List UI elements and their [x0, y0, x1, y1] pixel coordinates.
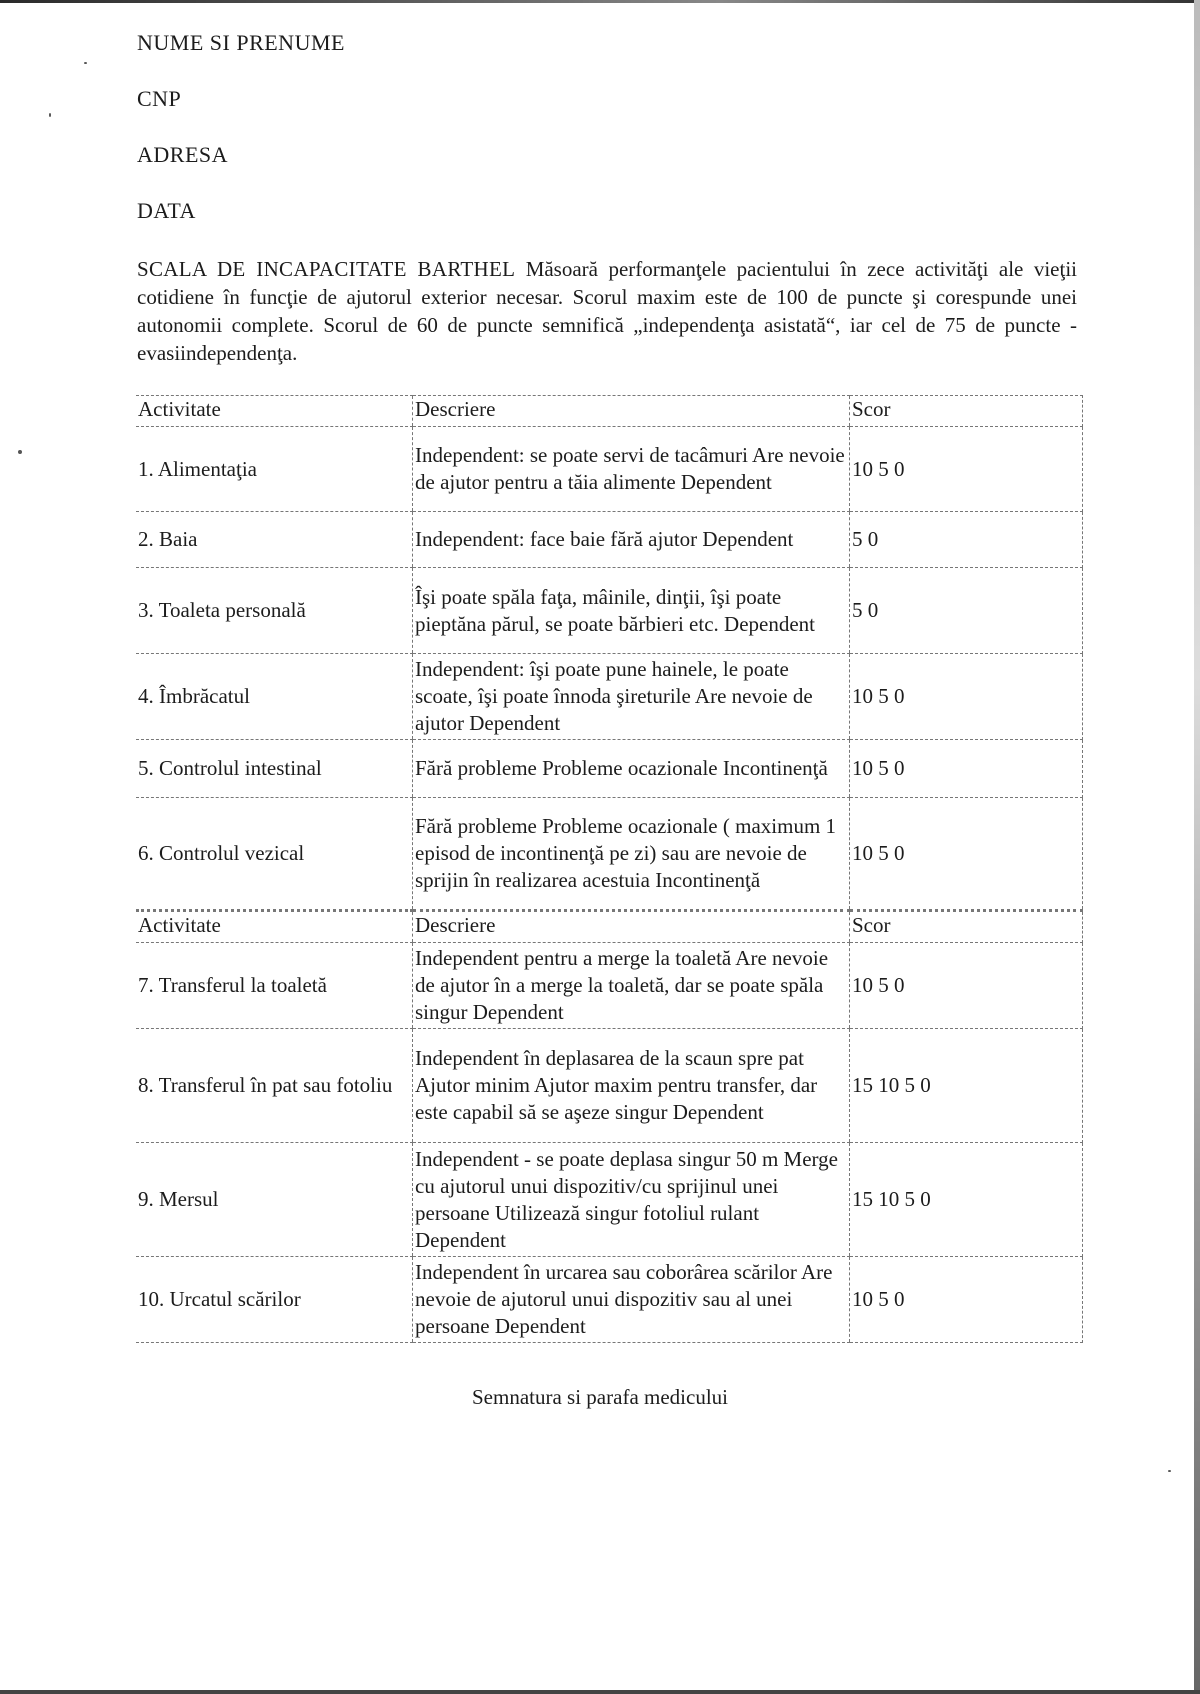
row-activity: 10. Urcatul scărilor — [136, 1257, 413, 1343]
name-field-label: NUME SI PRENUME — [137, 30, 345, 55]
row-score: 15 10 5 0 — [850, 1143, 1083, 1257]
row-description: Independent - se poate deplasa singur 50 m Merge cu ajutorul unui dispozitiv/cu sprijinul unei persoane Utilizează singur fotoliul rulant Dependent — [413, 1143, 850, 1257]
row-activity: 9. Mersul — [136, 1143, 413, 1257]
row-description: Independent: îşi poate pune hainele, le poate scoate, îşi poate înnoda şireturile Are nevoie de ajutor Dependent — [413, 654, 850, 740]
scan-speck — [49, 113, 51, 117]
row-activity: 2. Baia — [136, 512, 413, 568]
table-row — [136, 798, 1083, 911]
cnp-field-label: CNP — [137, 86, 182, 111]
row-score: 5 0 — [850, 512, 1083, 568]
scan-speck — [84, 62, 87, 64]
row-activity: 4. Îmbrăcatul — [136, 654, 413, 740]
table-row — [136, 427, 1083, 512]
row-score: 10 5 0 — [850, 740, 1083, 798]
scale-title: SCALA DE INCAPACITATE BARTHEL — [137, 257, 516, 281]
row-activity: 7. Transferul la toaletă — [136, 943, 413, 1029]
table-row — [136, 512, 1083, 568]
scan-speck — [18, 450, 22, 454]
row-description: Independent în urcarea sau coborârea scărilor Are nevoie de ajutorul unui dispozitiv sau al unei persoane Dependent — [413, 1257, 850, 1343]
table-header-row — [136, 396, 1083, 427]
subheader-score: Scor — [850, 911, 1083, 943]
table-row — [136, 943, 1083, 1029]
row-activity: 5. Controlul intestinal — [136, 740, 413, 798]
row-activity: 1. Alimentaţia — [136, 427, 413, 512]
row-score: 15 10 5 0 — [850, 1029, 1083, 1143]
row-score: 10 5 0 — [850, 943, 1083, 1029]
table-row — [136, 1029, 1083, 1143]
scan-edge-bottom — [0, 1690, 1200, 1694]
scan-edge-right — [1194, 0, 1200, 1694]
header-score: Scor — [850, 396, 1083, 427]
row-score: 10 5 0 — [850, 654, 1083, 740]
table-row — [136, 568, 1083, 654]
table-row — [136, 1143, 1083, 1257]
doctor-signature-label: Semnatura si parafa medicului — [472, 1385, 728, 1409]
row-activity: 3. Toaleta personală — [136, 568, 413, 654]
row-score: 10 5 0 — [850, 1257, 1083, 1343]
scan-speck — [1168, 1470, 1171, 1472]
row-description: Independent: se poate servi de tacâmuri Are nevoie de ajutor pentru a tăia alimente Dependent — [413, 427, 850, 512]
row-activity: 6. Controlul vezical — [136, 798, 413, 911]
row-score: 5 0 — [850, 568, 1083, 654]
row-description: Independent: face baie fără ajutor Dependent — [413, 512, 850, 568]
row-score: 10 5 0 — [850, 427, 1083, 512]
barthel-table — [136, 395, 1083, 1343]
intro-paragraph — [137, 255, 1077, 367]
table-row — [136, 1257, 1083, 1343]
subheader-description: Descriere — [413, 911, 850, 943]
subheader-activity: Activitate — [136, 911, 413, 943]
row-score: 10 5 0 — [850, 798, 1083, 911]
row-description: Independent în deplasarea de la scaun spre pat Ajutor minim Ajutor maxim pentru transfer, dar este capabil să se aşeze singur Dependent — [413, 1029, 850, 1143]
header-description: Descriere — [413, 396, 850, 427]
scan-edge-top — [0, 0, 1200, 3]
header-activity: Activitate — [136, 396, 413, 427]
row-description: Îşi poate spăla faţa, mâinile, dinţii, îşi poate pieptăna părul, se poate bărbieri etc. Dependent — [413, 568, 850, 654]
scale-description: Măsoară performanţele pacientului în zece activităţi ale vieţii cotidiene în funcţie de ajutorul exterior necesar. Scorul maxim este de 100 de puncte şi corespunde unei autonomii complete. Scorul de 60 de puncte semnifică „independenţa asistată“, iar cel de 75 de puncte - evasiindependenţa. — [137, 257, 1077, 365]
date-field-label: DATA — [137, 198, 196, 223]
row-activity: 8. Transferul în pat sau fotoliu — [136, 1029, 413, 1143]
row-description: Fără probleme Probleme ocazionale ( maximum 1 episod de incontinenţă pe zi) sau are nevoie de sprijin în realizarea acestuia Incontinenţă — [413, 798, 850, 911]
table-subheader-row — [136, 911, 1083, 943]
table-row — [136, 740, 1083, 798]
address-field-label: ADRESA — [137, 142, 229, 167]
row-description: Fără probleme Probleme ocazionale Incontinenţă — [413, 740, 850, 798]
row-description: Independent pentru a merge la toaletă Are nevoie de ajutor în a merge la toaletă, dar se poate spăla singur Dependent — [413, 943, 850, 1029]
table-row — [136, 654, 1083, 740]
